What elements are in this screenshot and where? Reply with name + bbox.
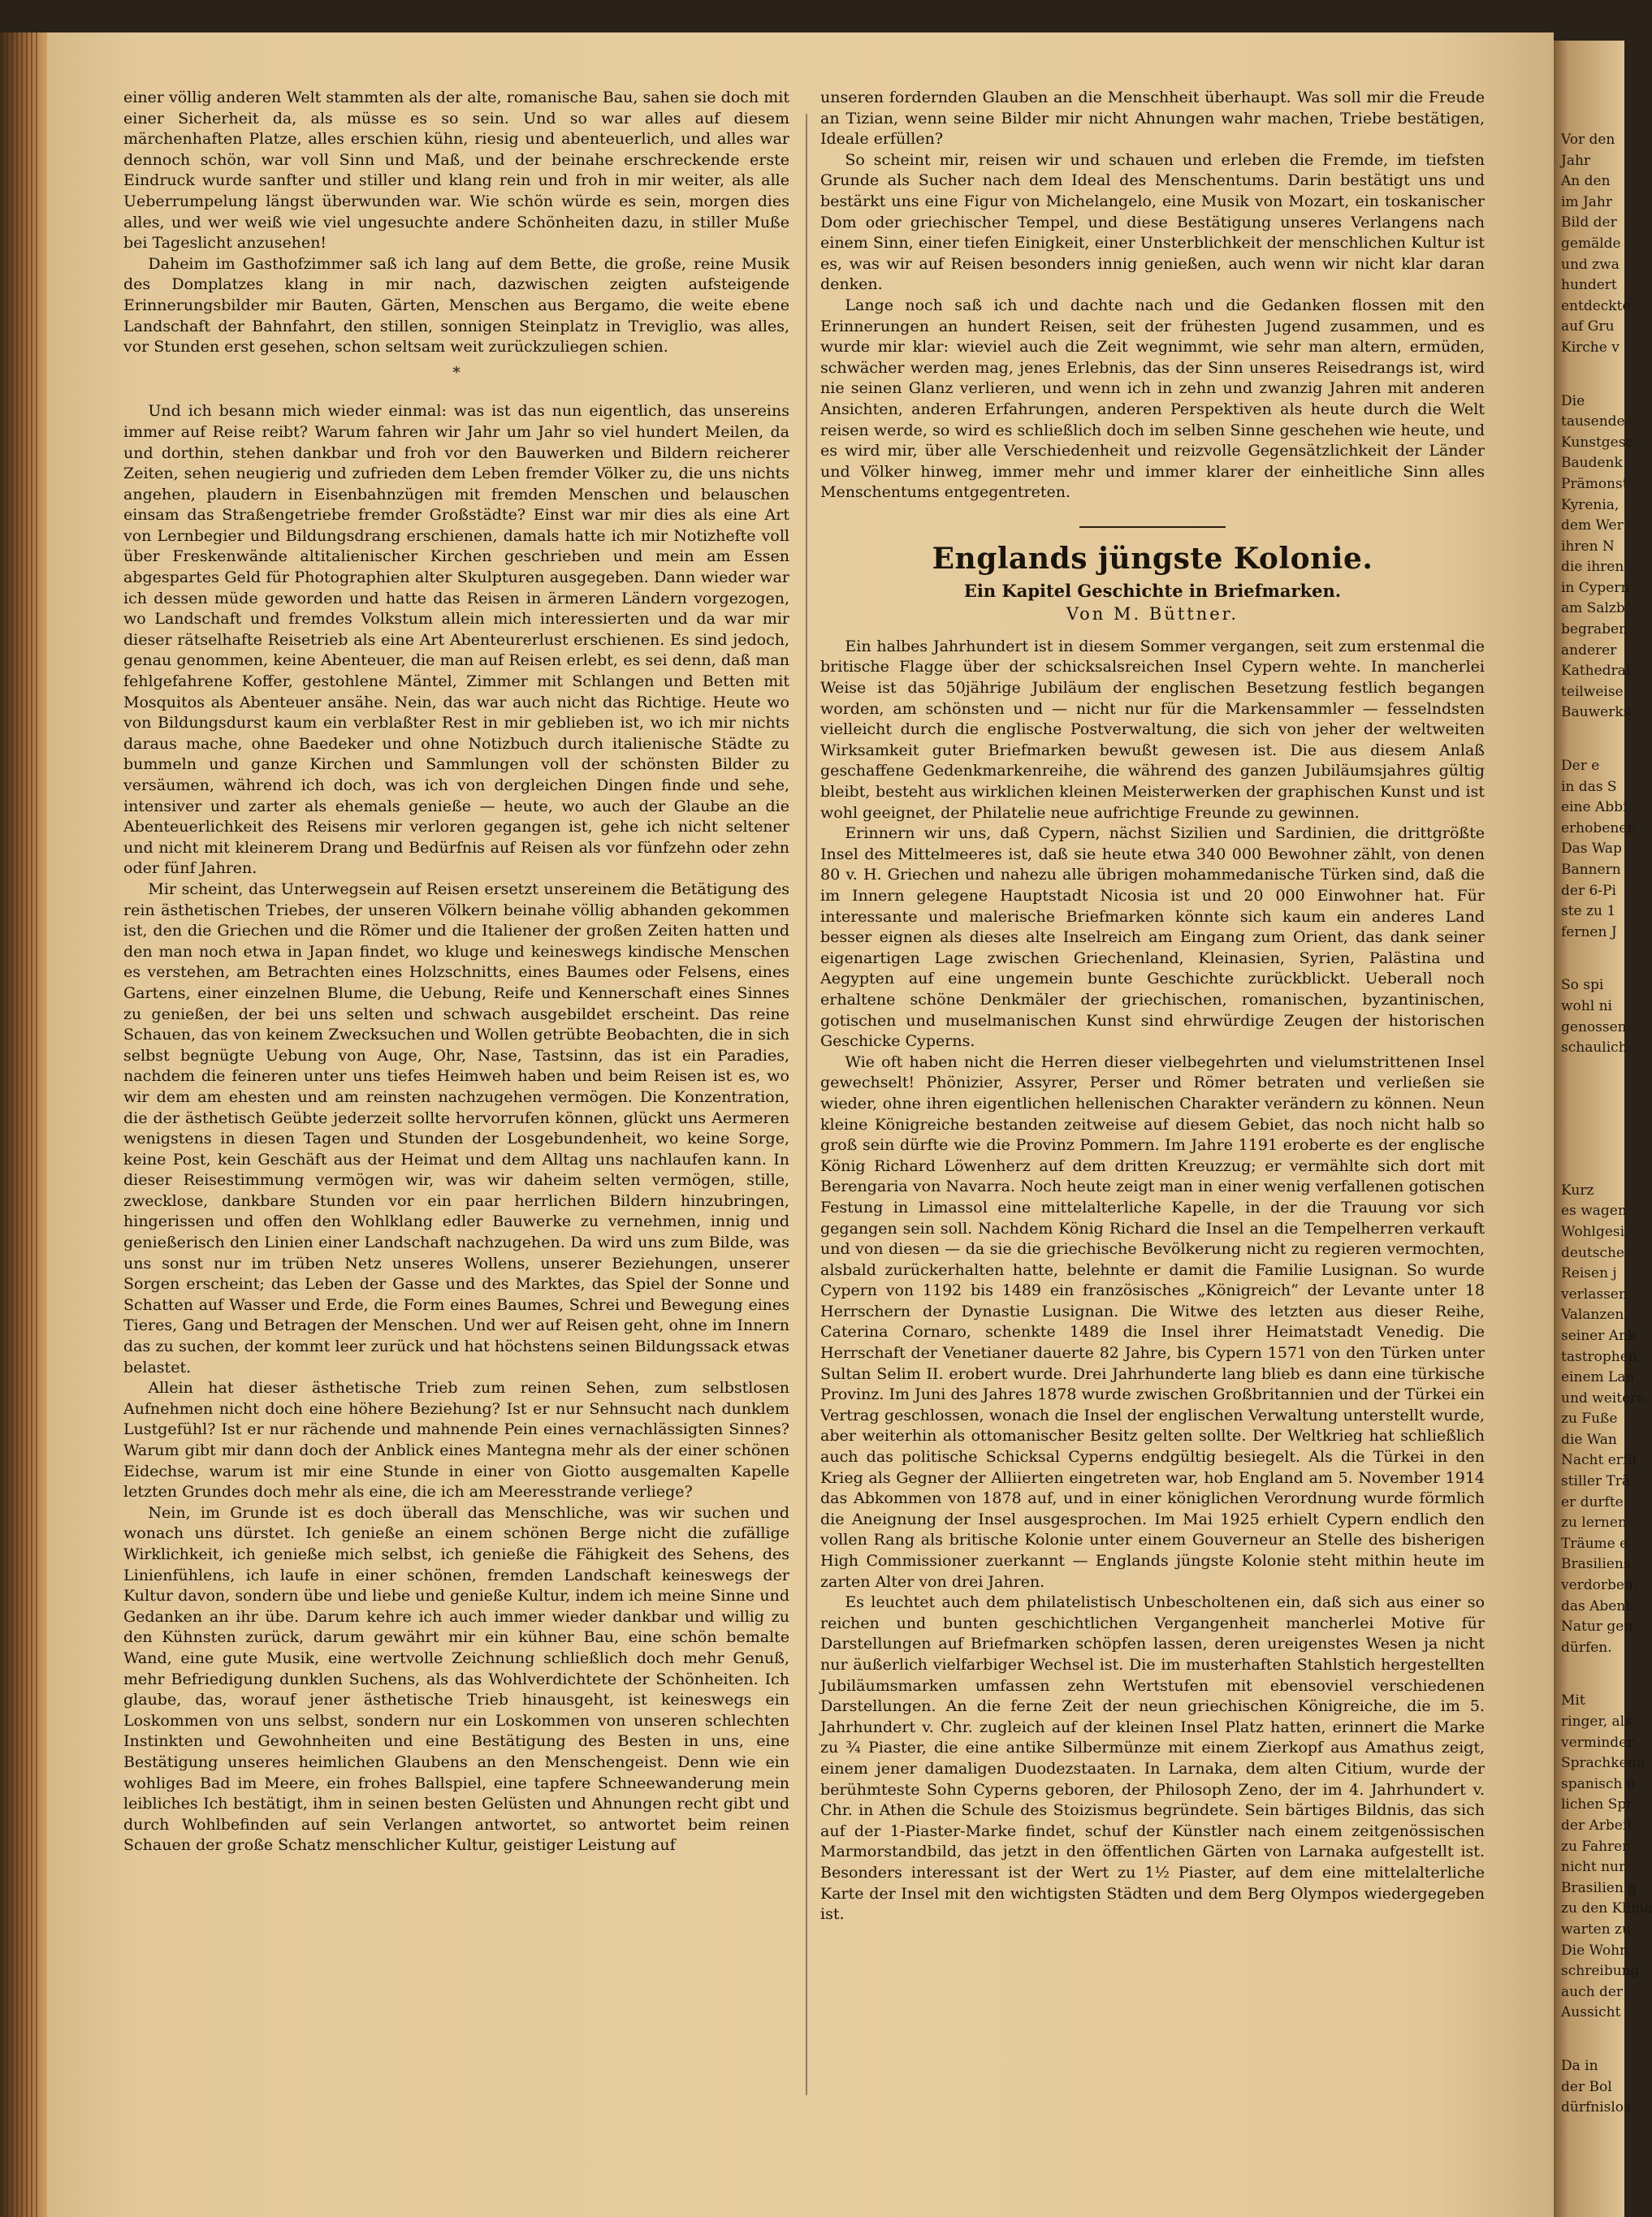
adjacent-page-fragment: ihren N	[1561, 538, 1615, 555]
fragment-gap	[1561, 1658, 1626, 1691]
adjacent-page-fragment: fernen J	[1561, 923, 1617, 940]
left-paragraph-5: Allein hat dieser ästhetische Trieb zum reinen Sehen, zum selbstlosen Aufnehmen nicht doch eine höhere Beziehung? Ist er nur Sehnsucht nach dunklem Lustgefühl? Ist er nur rächende und mahnende Pein eines vernachlässigten Sinnes? Warum gibt mir dann doch der Anblick eines Mantegna mehr als der einer schönen Eidechse, warum ist mir eine Stunde in einer von Giotto ausgemalten Kapelle letzten Grundes doch mehr als eine, die ich am Meeresstrande verliege?	[123, 1379, 789, 1502]
adjacent-page-fragment: Reisen j	[1561, 1265, 1617, 1282]
adjacent-page-fragment: hundert	[1561, 277, 1617, 294]
adjacent-page-fragment: Nacht erfü	[1561, 1452, 1637, 1469]
left-paragraph-2: Daheim im Gasthofzimmer saß ich lang auf dem Bette, die große, reine Musik des Domplatzes klang in mir nach, dazwischen zeigten aufsteigende Erinnerungsbilder mir Bauten, Gärten, Menschen aus Bergamo, die weite ebene Landschaft der Bahnfahrt, den stillen, sonnigen Steinplatz in Treviglio, was alles, vor Stunden erst gesehen, schon seltsam weit zurückzuliegen schien.	[123, 254, 789, 357]
adjacent-page-fragment: ste zu 1	[1561, 903, 1616, 920]
adjacent-page-fragment: Kyrenia,	[1561, 496, 1620, 513]
adjacent-page-fragment: und weitere	[1561, 1389, 1646, 1407]
left-column	[123, 88, 789, 2118]
adjacent-page-fragment: zu Fuße	[1561, 1411, 1618, 1428]
article-title: Englands jüngste Kolonie.	[932, 541, 1373, 576]
article-paragraph-3: Wie oft haben nicht die Herren dieser vielbegehrten und vielumstrittenen Insel gewechselt! Phönizier, Assyrer, Perser und Römer betraten und verließen sie wieder, ohne ihren eigentlichen hellenischen Charakter verändern zu können. Neun kleine Königreiche bestanden zeitweise auf diesem Gebiet, das noch nicht halb so groß sein dürfte wie die Provinz Pommern. Im Jahre 1191 eroberte es der englische König Richard Löwenherz auf dem dritten Kreuzzug; er vermählte sich dort mit Berengaria von Navarra. Noch heute zeigt man in einer wenig verfallenen gotischen Festung in Limassol eine mittelalterliche Kapelle, in der die Trauung vor sich gegangen sein soll. Nachdem König Richard die Insel an die Tempelherren verkauft und von diesen — da sie die griechische Bevölkerung nicht zu regieren vermochten, alsbald zurückerhalten hatte, belehnte er damit die Familie Lusignan. So wurde Cypern von 1192 bis 1489 ein französisches „Königreich“ der Levante unter 18 Herrschern der Dynastie Lusignan. Die Witwe des letzten aus dieser Reihe, Caterina Cornaro, schenkte 1489 die Insel ihrer Heimatstadt Venedig. Die Herrschaft der Venetianer dauerte 82 Jahre, bis Cypern 1571 von den Türken unter Sultan Selim II. erobert wurde. Drei Jahrhunderte lang blieb es dann eine türkische Provinz. Im Juni des Jahres 1878 wurde zwischen Großbritannien und der Türkei ein Vertrag geschlossen, wonach die Insel der englischen Verwaltung unterstellt wurde, aber weiterhin als ottomanischer Besitz gelten sollte. Der Weltkrieg hat schließlich auch das politische Schicksal Cyperns endgültig besiegelt. Als die Türkei in den Krieg als Gegner der Alliierten eingetreten war, hob England am 5. November 1914 das Abkommen von 1878 auf, und in einer königlichen Verordnung wurde förmlich die Aneignung der Insel ausgesprochen. Im Mai 1925 erhielt Cypern endlich den vollen Rang als britische Kolonie unter einem Gouverneur an Stelle des bisherigen High Commissioner zuerkannt — Englands jüngste Kolonie steht mithin heute im zarten Alter von drei Jahren.	[820, 1052, 1485, 1591]
section-ornament: *	[452, 363, 461, 382]
adjacent-page-fragment: zu den Klima	[1561, 1900, 1652, 1917]
adjacent-page-fragment: Mit	[1561, 1692, 1585, 1709]
adjacent-page-fragment: es wagen	[1561, 1203, 1627, 1220]
adjacent-page-fragment: in Cypern	[1561, 579, 1630, 596]
adjacent-page-fragment: Jahr	[1561, 152, 1591, 169]
adjacent-page-fragment: Prämonst	[1561, 475, 1628, 492]
adjacent-page-fragment: Der e	[1561, 758, 1600, 775]
adjacent-page-fragment: tausende	[1561, 413, 1625, 430]
adjacent-page-fragment: Die	[1561, 392, 1585, 409]
adjacent-page-fragment: Kirche v	[1561, 339, 1620, 356]
adjacent-page-fragment: tastrophen	[1561, 1348, 1637, 1365]
adjacent-page-fragment: An den	[1561, 173, 1611, 190]
adjacent-page-fragment: verdorben,	[1561, 1577, 1638, 1594]
adjacent-page-fragment: anderer	[1561, 642, 1617, 659]
article-byline: Von M. Büttner.	[1066, 603, 1239, 624]
adjacent-page-fragment: Brasilien g	[1561, 1879, 1637, 1896]
adjacent-page-fragment: Bauwerks	[1561, 704, 1631, 721]
adjacent-page-fragment: stiller Trä	[1561, 1473, 1631, 1490]
adjacent-page-fragment: dem Wer	[1561, 517, 1624, 534]
adjacent-page-fragment: eine Abbi	[1561, 799, 1628, 816]
adjacent-page-fragment: er durfte	[1561, 1493, 1624, 1510]
column-rule	[806, 114, 807, 2095]
adjacent-page-fragment: So spi	[1561, 977, 1604, 994]
adjacent-page-fragment: Das Wap	[1561, 841, 1622, 858]
adjacent-page-fragment: die Wan	[1561, 1431, 1617, 1448]
adjacent-page-fragment: verminder	[1561, 1734, 1634, 1751]
adjacent-page-fragment: erhobener	[1561, 819, 1634, 836]
adjacent-page-fragment: der 6-Pi	[1561, 882, 1616, 899]
adjacent-page-fragment: dürfnislos	[1561, 2099, 1631, 2116]
adjacent-page-fragment: der Arbeit	[1561, 1817, 1633, 1834]
fragment-gap	[1561, 724, 1626, 756]
adjacent-page-fragment: verlassen	[1561, 1286, 1628, 1303]
adjacent-page-fragment: Aussicht	[1561, 2004, 1621, 2021]
fragment-gap	[1561, 1059, 1626, 1181]
left-paragraph-1: einer völlig anderen Welt stammten als der alte, romanische Bau, sahen sie doch mit einer Sicherheit da, als müsse es so sein. Und so war alles auf diesem märchenhaften Platze, alles erschien kühn, riesig und abenteuerlich, und alles war dennoch schön, war voll Sinn und Maß, und der beinahe erschreckende erste Eindruck wurde sanfter und stiller und klang rein und froh in mir weiter, als alle Ueberrumpelung längst überwunden war. Wie schön würde es sein, morgen dies alles, und wer weiß wie viel ungesuchte andere Schönheiten dazu, in stiller Muße bei Tageslicht anzusehen!	[123, 89, 789, 253]
adjacent-page-fragment: deutsche	[1561, 1244, 1624, 1261]
adjacent-page-fragment: schreibung	[1561, 1963, 1640, 1980]
article-paragraph-4: Es leuchtet auch dem philatelistisch Unbescholtenen ein, daß sich aus einer so reichen und bunten geschichtlichen Vergangenheit mancherlei Motive für Darstellungen auf Briefmarken schöpfen lassen, deren ureigenstes Wesen ja nicht nur äußerlich vielfarbiger Wechsel ist. Die im musterhaften Stahlstich hergestellten Jubiläumsmarken umfassen zehn Wertstufen mit ebensoviel verschiedenen Darstellungen. An die ferne Zeit der neun griechischen Königreiche, die im 5. Jahrhundert v. Chr. zugleich auf der kleinen Insel Platz hatten, erinnert die Marke zu ¾ Piaster, die eine antike Silbermünze mit einem Zierkopf aus Amathus zeigt, einem jener damaligen Duodezstaaten. In Larnaka, dem alten Citium, wurde der berühmteste Sohn Cyperns geboren, der Philosoph Zeno, der im 4. Jahrhundert v. Chr. in Athen die Schule des Stoizismus begründete. Sein bärtiges Bildnis, das sich auf der 1-Piaster-Marke findet, schuf der Künstler nach einem zeitgenössischen Marmorstandbild, das jetzt in den öffentlichen Gärten von Larnaka aufgestellt ist. Besonders interessant ist der Wert zu 1½ Piaster, auf dem eine mittelalterliche Karte der Insel mit den wichtigsten Städten und dem Berg Olympos wiedergegeben ist.	[820, 1593, 1485, 1924]
adjacent-page-fragment: nicht nur	[1561, 1859, 1626, 1876]
binding-edge-lines	[6, 32, 39, 2217]
left-paragraph-3: Und ich besann mich wieder einmal: was ist das nun eigentlich, das unsereins immer auf Reise reibt? Warum fahren wir Jahr um Jahr so viel hundert Meilen, da und dorthin, stehen dankbar und froh vor den Bauwerken und Bildern reicherer Zeiten, sehen neugierig und zufrieden dem Leben fremder Völker zu, die uns nichts angehen, plaudern in Eisenbahnzügen mit fremden Menschen und belauschen einsam das Straßengetriebe fremder Großstädte? Einst war mir dies als eine Art von Lernbegier und Bildungsdrang erschienen, damals hatte ich mir Notizhefte voll über Freskenwände altitalienischer Kirchen geschrieben und mein am Essen abgespartes Geld für Photographien alter Skulpturen ausgegeben. Dann wieder war ich dessen müde geworden und hatte das Reisen in ärmeren Ländern vorgezogen, wo Landschaft und fremdes Volkstum allein mich interessierten und da war mir dieser rätselhafte Reisetrieb als eine Art Abenteurerlust erschienen. Es sind jedoch, genau genommen, keine Abenteuer, die man auf Reisen erlebt, es sei denn, daß man fehlgefahrene Koffer, gestohlene Mäntel, Zimmer mit Schlangen und Betten mit Mosquitos als Abenteuer ansähe. Nein, das war auch nicht das Richtige. Heute wo von Bildungsdurst kaum ein verblaßter Rest in mir geblieben ist, wo ich mir nichts daraus mache, ohne Baedeker und ohne Notizbuch durch italienische Städte zu bummeln und ganze Kirchen und Sammlungen voll der schönsten Bilder zu versäumen, während ich doch, was ich von dergleichen Dingen finde und sehe, intensiver und zarter als ehemals genieße — heute, wo auch der Glaube an die Abenteuerlichkeit des Reisens mir verloren gegangen ist, gehe ich nicht seltener und nicht mit kleinerem Drang und Bedürfnis auf Reisen als vor fünfzehn oder zehn oder fünf Jahren.	[123, 402, 789, 878]
right-column	[820, 88, 1485, 2118]
fragment-gap	[1561, 359, 1626, 391]
adjacent-page-fragment: dürfen.	[1561, 1639, 1612, 1656]
fragment-gap	[1561, 943, 1626, 975]
adjacent-page-fragment: auch der	[1561, 1983, 1624, 2000]
adjacent-page-fragment: Wohlgesi	[1561, 1223, 1625, 1240]
right-intro-paragraph-2: So scheint mir, reisen wir und schauen und erleben die Fremde, im tiefsten Grunde als Sucher nach dem Ideal des Menschentums. Darin bestätigt uns und bestärkt uns eine Figur von Michelangelo, eine Musik von Mozart, ein toskanischer Dom oder griechischer Tempel, und diese Bestätigung unseres Verlangens nach einem Sinn, einer tiefen Einigkeit, einer Unsterblichkeit der menschlichen Kultur ist es, was wir auf Reisen besonders innig genießen, auch wenn wir nicht klar daran denken.	[820, 150, 1485, 294]
adjacent-page-text	[1561, 130, 1652, 2116]
left-paragraph-4: Mir scheint, das Unterwegsein auf Reisen ersetzt unsereinem die Betätigung des rein ästhetischen Triebes, der unseren Völkern beinahe völlig abhanden gekommen ist, den die Griechen und die Römer und die Italiener der großen Zeiten hatten und den man noch etwa in Japan findet, wo kluge und keineswegs kindische Menschen es verstehen, am Betrachten eines Holzschnitts, eines Baumes oder Felsens, eines Gartens, einer einzelnen Blume, die Uebung, Reife und Kennerschaft eines Sinnes zu genießen, der bei uns selten und schwach ausgebildet erscheint. Das reine Schauen, das von keinem Zwecksuchen und Wollen getrübte Beobachten, die in sich selbst begnügte Uebung von Auge, Ohr, Nase, Tastsinn, das ist ein Paradies, nachdem die feineren unter uns tiefes Heimweh haben und beim Reisen ist es, wo wir dem am ehesten und am reinsten nachzugehen vermögen. Die Konzentration, die der ästhetisch Geübte jederzeit sollte hervorrufen können, glückt uns Aermeren wenigstens in diesen Tagen und Stunden der Losgebundenheit, wo keine Sorge, keine Post, kein Geschäft aus der Heimat und dem Alltag uns nachlaufen kann. In dieser Reisestimmung vermögen wir, was wir daheim selten vermögen, stille, zwecklose, dankbare Stunden vor ein paar herrlichen Bildern hinzubringen, hingerissen und offen den Wohlklang edler Bauwerke zu vernehmen, innig und genießerisch den Linien einer Landschaft nachzugehen. Da wird uns zum Bilde, was uns sonst nur im trüben Netz unseres Wollens, unserer Beziehungen, unserer Sorgen erscheint; das Leben der Gasse und des Marktes, das Spiel der Sonne und Schatten auf Wasser und Erde, die Form eines Baumes, Schrei und Bewegung eines Tieres, Gang und Betragen der Menschen. Und wer auf Reisen geht, ohne im Innern das zu suchen, der kommt leer zurück und hat höchstens seinen Bildungssack etwas belastet.	[123, 879, 789, 1376]
adjacent-page-fragment: und zwa	[1561, 256, 1620, 273]
fragment-gap	[1561, 2024, 1626, 2056]
article-paragraph-2: Erinnern wir uns, daß Cypern, nächst Sizilien und Sardinien, die drittgrößte Insel des Mittelmeeres ist, daß sie heute etwa 340 000 Bewohner zählt, von denen 80 v. H. Griechen und nahezu alle übrigen mohammedanische Türken sind, daß die im Innern gelegene Hauptstadt Nicosia ist und 20 000 Einwohner hat. Für interessante und malerische Briefmarken könnte sich kaum ein anderes Land besser eignen als dieses alte Inselreich am Eingang zum Orient, das dank seiner eigenartigen Lage zwischen Griechenland, Kleinasien, Syrien, Palästina und Aegypten auf eine ungemein bunte Geschichte zurückblickt. Ueberall noch erhaltene schöne Denkmäler der griechischen, romanischen, byzantinischen, gotischen und muselmanischen Kunst sind ehrwürdige Zeugen der historischen Geschicke Cyperns.	[820, 824, 1485, 1051]
adjacent-page-fragment: Kurz	[1561, 1182, 1594, 1199]
article-paragraph-1: Ein halbes Jahrhundert ist in diesem Sommer vergangen, seit zum erstenmal die britische Flagge über der schicksalsreichen Insel Cypern wehte. In mancherlei Weise ist das 50jährige Jubiläum der englischen Besetzung festlich begangen worden, am schönsten und — nicht nur für die Markensammler — fesselndsten vielleicht durch die englische Postverwaltung, die sich von jeher der weltweiten Wirksamkeit guter Briefmarken bewußt gewesen ist. Die aus diesem Anlaß geschaffene Gedenkmarkenreihe, die während des ganzen Jubiläumsjahres gültig bleibt, besteht aus wirklichen kleinen Meisterwerken der graphischen Kunst und ist wohl geeignet, der Philatelie neue aufrichtige Freunde zu gewinnen.	[820, 637, 1485, 822]
adjacent-page-fragment: das Abent	[1561, 1597, 1632, 1614]
adjacent-page-fragment: zu Fahrer	[1561, 1838, 1629, 1855]
adjacent-page-fragment: in das S	[1561, 778, 1617, 795]
adjacent-page-fragment: einem Lan	[1561, 1369, 1635, 1386]
adjacent-page-fragment: gemälde	[1561, 235, 1621, 252]
right-intro-paragraph-3: Lange noch saß ich und dachte nach und die Gedanken flossen mit den Erinnerungen an hundert Reisen, seit der frühesten Jugend zusammen, und es wurde mir klar: wieviel auch die Zeit wegnimmt, wie sehr man altern, ermüden, schwächer werden mag, jenes Erlebnis, das der Sinn unseres Reisedrangs ist, wird nie seinen Glanz verlieren, und wenn ich in zehn und zwanzig Jahren mit anderen Ansichten, anderen Erfahrungen, anderen Perspektiven als heute durch die Welt reisen werde, so wird es schließlich doch im selben Sinne geschehen wie heute, und es wird mir, über alle Verschiedenheit und reizvolle Gegensätzlichkeit der Länder und Völker hinweg, immer mehr und immer klarer der einheitliche Sinn alles Menschentums entgegentreten.	[820, 296, 1485, 502]
adjacent-page-fragment: wohl ni	[1561, 997, 1612, 1014]
adjacent-page-fragment: Natur gen	[1561, 1618, 1633, 1636]
adjacent-page-fragment: Bild der	[1561, 214, 1617, 231]
adjacent-page-fragment: Bannern	[1561, 862, 1621, 878]
adjacent-page-fragment: Valanzen,	[1561, 1307, 1628, 1324]
adjacent-page-fragment: Träume e	[1561, 1535, 1628, 1552]
adjacent-page-fragment: Brasiliens	[1561, 1556, 1631, 1573]
adjacent-page-fragment: entdeckte	[1561, 297, 1631, 314]
adjacent-page-fragment: spanisch u	[1561, 1775, 1636, 1792]
adjacent-page-fragment: der Bol	[1561, 2078, 1612, 2095]
article-subtitle: Ein Kapitel Geschichte in Briefmarken.	[963, 580, 1342, 601]
adjacent-page-fragment: Die Wohn	[1561, 1942, 1628, 1959]
adjacent-page-fragment: ringer, als	[1561, 1714, 1632, 1730]
adjacent-page-fragment: lichen Spr	[1561, 1796, 1633, 1813]
adjacent-page-fragment: Sprachkenn	[1561, 1755, 1646, 1772]
adjacent-page-fragment: Kathedral	[1561, 663, 1631, 680]
adjacent-page-fragment: Baudenk	[1561, 455, 1623, 472]
adjacent-page-fragment: Kunstgesc	[1561, 434, 1633, 451]
article-separator	[1079, 526, 1226, 528]
adjacent-page-fragment: zu lernen	[1561, 1515, 1627, 1532]
adjacent-page-fragment: begraben	[1561, 621, 1628, 638]
adjacent-page-fragment: auf Gru	[1561, 318, 1615, 335]
left-paragraph-6: Nein, im Grunde ist es doch überall das Menschliche, was wir suchen und wonach uns dürstet. Ich genieße an einem schönen Berge nicht die zufällige Wirklichkeit, ich genieße mich selbst, ich genieße die Fähigkeit des Sehens, des Linienfühlens, ich laufe in einer schönen, fremden Landschaft keineswegs der Kultur davon, sondern übe und liebe und genieße Kultur, indem ich meine Sinne und Gedanken an ihr übe. Darum kehre ich auch immer wieder dankbar und willig zu den Kühnsten zurück, darum gewährt mir ein kühner Bau, eine schön bemalte Wand, eine gute Musik, eine wertvolle Zeichnung schließlich doch mehr Genuß, mehr Befriedigung dunklen Suchens, als das Wohlverdichtete der Schönheiten. Ich glaube, das, worauf jener ästhetische Trieb hinausgeht, ist keineswegs ein Loskommen von uns selbst, sondern nur ein Loskommen von unseren schlechten Instinkten und Gewohnheiten und eine Bestätigung des Besten in uns, eine Bestätigung unseres heimlichen Glaubens an den Menschengeist. Denn wie ein wohliges Bad im Meere, ein frohes Ballspiel, eine tapfere Schneewanderung mein leibliches Ich bestätigt, ihm in seinen besten Gelüsten und Ahnungen recht gibt und durch Wohlbefinden auf sein Verlangen antwortet, so antwortet beim reinen Schauen der große Schatz menschlicher Kultur, geistiger Leistung auf	[123, 1503, 789, 1855]
adjacent-page-fragment: Vor den	[1561, 132, 1615, 148]
adjacent-page-fragment: am Salzb	[1561, 600, 1625, 617]
right-intro-paragraph-1: unseren fordernden Glauben an die Menschheit überhaupt. Was soll mir die Freude an Tizian, wenn seine Bilder mir nicht Ahnungen wahr machen, Triebe bestätigen, Ideale erfüllen?	[820, 89, 1485, 149]
adjacent-page-fragment: warten zu	[1561, 1921, 1631, 1938]
adjacent-page-fragment: Da in	[1561, 2057, 1598, 2074]
adjacent-page-fragment: seiner Ank	[1561, 1327, 1637, 1344]
adjacent-page-fragment: im Jahr	[1561, 193, 1612, 210]
adjacent-page-fragment: schaulich	[1561, 1039, 1628, 1057]
adjacent-page-fragment: genossen	[1561, 1018, 1627, 1035]
adjacent-page-fragment: die ihren	[1561, 559, 1624, 576]
adjacent-page-fragment: teilweise	[1561, 683, 1624, 700]
